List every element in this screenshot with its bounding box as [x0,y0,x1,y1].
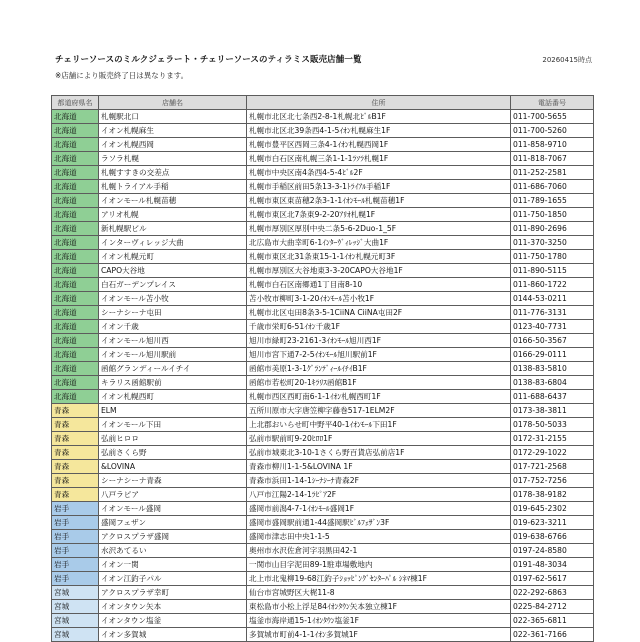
address-cell: 一関市山目字泥田89-1駐車場敷地内 [247,558,511,572]
address-cell: 函館市若松町20-1ｷﾗﾘｽ函館B1F [247,376,511,390]
document-title: チェリーソースのミルクジェラート・チェリーソースのティラミス販売店舗一覧 [55,55,362,65]
column-header-address: 住所 [247,96,511,110]
store-name-cell: シーナシーナ青森 [99,474,247,488]
column-header-phone: 電話番号 [511,96,594,110]
prefecture-cell: 北海道 [52,236,99,250]
address-cell: 札幌市白石区南郷通1丁目南8-10 [247,278,511,292]
address-cell: 弘前市城東北3-10-1さくら野百貨店弘前店1F [247,446,511,460]
store-name-cell: CAPO大谷地 [99,264,247,278]
phone-cell: 011-789-1655 [511,194,594,208]
store-name-cell: 札幌トライアル手稲 [99,180,247,194]
store-name-cell: イオン多賀城 [99,628,247,642]
phone-cell: 011-750-1780 [511,250,594,264]
address-cell: 札幌市中央区南4条西4-5-4ﾋﾞﾙ2F [247,166,511,180]
prefecture-cell: 岩手 [52,558,99,572]
table-row [52,166,594,180]
address-cell: 札幌市豊平区西岡三条4-1ｲｵﾝ札幌西岡1F [247,138,511,152]
store-name-cell: ラソラ札幌 [99,152,247,166]
store-name-cell: イオン一関 [99,558,247,572]
store-name-cell: イオン江釣子パル [99,572,247,586]
address-cell: 旭川市宮下通7-2-5ｲｵﾝﾓｰﾙ旭川駅前1F [247,348,511,362]
phone-cell: 011-858-9710 [511,138,594,152]
prefecture-cell: 岩手 [52,502,99,516]
address-cell: 札幌市東区東苗穂2条3-1-1ｲｵﾝﾓｰﾙ札幌苗穂1F [247,194,511,208]
prefecture-cell: 北海道 [52,208,99,222]
address-cell: 弘前市駅前町9-20ﾋﾛﾛ1F [247,432,511,446]
prefecture-cell: 北海道 [52,194,99,208]
store-name-cell: イオン札幌西町 [99,390,247,404]
prefecture-cell: 北海道 [52,166,99,180]
address-cell: 千歳市栄町6-51ｲｵﾝ千歳1F [247,320,511,334]
prefecture-cell: 北海道 [52,278,99,292]
phone-cell: 017-721-2568 [511,460,594,474]
phone-cell: 022-361-7166 [511,628,594,642]
store-name-cell: インターヴィレッジ大曲 [99,236,247,250]
store-name-cell: イオンモール盛岡 [99,502,247,516]
address-cell: 札幌市東区北7条東9-2-20ｱﾘｵ札幌1F [247,208,511,222]
store-name-cell: アクロスプラザ盛岡 [99,530,247,544]
table-row [52,222,594,236]
phone-cell: 017-752-7256 [511,474,594,488]
address-cell: 多賀城市町前4-1-1ｲｵﾝ多賀城1F [247,628,511,642]
store-name-cell: ELM [99,404,247,418]
prefecture-cell: 北海道 [52,152,99,166]
prefecture-cell: 青森 [52,446,99,460]
prefecture-cell: 岩手 [52,530,99,544]
phone-cell: 011-688-6437 [511,390,594,404]
phone-cell: 022-365-6811 [511,614,594,628]
store-rows [52,110,594,642]
table-row [52,362,594,376]
phone-cell: 0172-29-1022 [511,446,594,460]
phone-cell: 019-623-3211 [511,516,594,530]
store-name-cell: &LOVINA [99,460,247,474]
prefecture-cell: 青森 [52,418,99,432]
prefecture-cell: 北海道 [52,362,99,376]
store-list-table [51,95,594,642]
table-row [52,614,594,628]
address-cell: 仙台市宮城野区大梶11-8 [247,586,511,600]
prefecture-cell: 北海道 [52,390,99,404]
table-row [52,278,594,292]
table-row [52,432,594,446]
table-row [52,236,594,250]
table-row [52,306,594,320]
address-cell: 上北郡おいらせ町中野平40-1ｲｵﾝﾓｰﾙ下田1F [247,418,511,432]
phone-cell: 0197-24-8580 [511,544,594,558]
phone-cell: 011-890-5115 [511,264,594,278]
store-name-cell: イオンモール下田 [99,418,247,432]
address-cell: 奥州市水沢佐倉河字羽黒田42-1 [247,544,511,558]
store-name-cell: イオンモール旭川西 [99,334,247,348]
address-cell: 五所川原市大字唐笠柳字藤巻517-1ELM2F [247,404,511,418]
store-name-cell: アリオ札幌 [99,208,247,222]
prefecture-cell: 北海道 [52,180,99,194]
prefecture-cell: 北海道 [52,110,99,124]
prefecture-cell: 岩手 [52,544,99,558]
store-name-cell: シーナシーナ屯田 [99,306,247,320]
store-name-cell: 札幌すすきの交差点 [99,166,247,180]
as-of-date: 20260415時点 [542,56,592,64]
table-row [52,334,594,348]
phone-cell: 0144-53-0211 [511,292,594,306]
table-row [52,418,594,432]
phone-cell: 022-292-6863 [511,586,594,600]
address-cell: 札幌市厚別区大谷地東3-3-20CAPO大谷地1F [247,264,511,278]
table-row [52,586,594,600]
table-row [52,474,594,488]
store-name-cell: 弘前ヒロロ [99,432,247,446]
phone-cell: 011-370-3250 [511,236,594,250]
store-name-cell: 函館グランディールイチイ [99,362,247,376]
address-cell: 北広島市大曲幸町6-1ｲﾝﾀｰｳﾞｨﾚｯｼﾞ大曲1F [247,236,511,250]
address-cell: 函館市美原1-3-1ｸﾞﾗﾝﾃﾞｨｰﾙｲﾁｲB1F [247,362,511,376]
phone-cell: 0166-50-3567 [511,334,594,348]
address-cell: 旭川市緑町23-2161-3ｲｵﾝﾓｰﾙ旭川西1F [247,334,511,348]
prefecture-cell: 北海道 [52,138,99,152]
address-cell: 盛岡市盛岡駅前通1-44盛岡駅ﾋﾞﾙﾌｪｻﾞﾝ3F [247,516,511,530]
table-row [52,138,594,152]
table-row [52,572,594,586]
phone-cell: 0123-40-7731 [511,320,594,334]
store-name-cell: イオンモール札幌苗穂 [99,194,247,208]
prefecture-cell: 青森 [52,488,99,502]
prefecture-cell: 宮城 [52,600,99,614]
store-name-cell: イオンモール苫小牧 [99,292,247,306]
phone-cell: 011-776-3131 [511,306,594,320]
table-row [52,404,594,418]
phone-cell: 0178-50-5033 [511,418,594,432]
store-name-cell: イオンタウン塩釜 [99,614,247,628]
prefecture-cell: 北海道 [52,348,99,362]
table-row [52,348,594,362]
store-name-cell: イオン札幌西岡 [99,138,247,152]
table-row [52,320,594,334]
table-row [52,530,594,544]
address-cell: 盛岡市津志田中央1-1-5 [247,530,511,544]
phone-cell: 011-700-5260 [511,124,594,138]
column-header-prefecture: 都道府県名 [52,96,99,110]
table-header-row [52,96,594,110]
table-row [52,628,594,642]
phone-cell: 0197-62-5617 [511,572,594,586]
table-row [52,124,594,138]
address-cell: 札幌市東区北31条東15-1-1ｲｵﾝ札幌元町3F [247,250,511,264]
table-row [52,376,594,390]
table-row [52,264,594,278]
address-cell: 札幌市北区北七条西2-8-1札幌北ﾋﾞﾙB1F [247,110,511,124]
table-row [52,194,594,208]
phone-cell: 019-645-2302 [511,502,594,516]
phone-cell: 0191-48-3034 [511,558,594,572]
phone-cell: 0138-83-5810 [511,362,594,376]
prefecture-cell: 北海道 [52,124,99,138]
prefecture-cell: 宮城 [52,586,99,600]
phone-cell: 011-890-2696 [511,222,594,236]
store-name-cell: イオンタウン矢本 [99,600,247,614]
address-cell: 札幌市手稲区前田5条13-3-1ﾄﾗｲｱﾙ手稲1F [247,180,511,194]
table-row [52,110,594,124]
prefecture-cell: 北海道 [52,292,99,306]
phone-cell: 0172-31-2155 [511,432,594,446]
table-row [52,460,594,474]
table-row [52,544,594,558]
phone-cell: 011-686-7060 [511,180,594,194]
address-cell: 札幌市白石区南札幌三条1-1-1ﾗｿﾗ札幌1F [247,152,511,166]
phone-cell: 0178-38-9182 [511,488,594,502]
prefecture-cell: 青森 [52,432,99,446]
store-name-cell: 弘前さくら野 [99,446,247,460]
address-cell: 札幌市北区北39条西4-1-5ｲｵﾝ札幌麻生1F [247,124,511,138]
phone-cell: 011-750-1850 [511,208,594,222]
address-cell: 八戸市江陽2-14-1ﾗﾋﾟｱ2F [247,488,511,502]
prefecture-cell: 岩手 [52,572,99,586]
prefecture-cell: 宮城 [52,628,99,642]
address-cell: 札幌市西区西町南6-1-1ｲｵﾝ札幌西町1F [247,390,511,404]
phone-cell: 019-638-6766 [511,530,594,544]
store-name-cell: イオン千歳 [99,320,247,334]
store-name-cell: キラリス函館駅前 [99,376,247,390]
phone-cell: 0173-38-3811 [511,404,594,418]
phone-cell: 0138-83-6804 [511,376,594,390]
store-name-cell: 水沢あてるい [99,544,247,558]
address-cell: 札幌市厚別区厚別中央二条5-6-2Duo-1_5F [247,222,511,236]
store-name-cell: イオンモール旭川駅前 [99,348,247,362]
table-row [52,516,594,530]
phone-cell: 011-818-7067 [511,152,594,166]
prefecture-cell: 北海道 [52,334,99,348]
store-name-cell: イオン札幌麻生 [99,124,247,138]
prefecture-cell: 北海道 [52,320,99,334]
table-row [52,152,594,166]
table-row [52,558,594,572]
prefecture-cell: 北海道 [52,250,99,264]
store-name-cell: 盛岡フェザン [99,516,247,530]
table-row [52,250,594,264]
table-row [52,600,594,614]
table-row [52,446,594,460]
address-cell: 東松島市小松上浮足84ｲｵﾝﾀｳﾝ矢本独立棟1F [247,600,511,614]
store-name-cell: アクロスプラザ幸町 [99,586,247,600]
table-row [52,488,594,502]
address-cell: 青森市浜田1-14-1ｼｰﾅｼｰﾅ青森2F [247,474,511,488]
store-name-cell: イオン札幌元町 [99,250,247,264]
address-cell: 盛岡市前潟4-7-1ｲｵﾝﾓｰﾙ盛岡1F [247,502,511,516]
table-row [52,208,594,222]
store-name-cell: 新札幌駅ビル [99,222,247,236]
column-header-store-name: 店舗名 [99,96,247,110]
prefecture-cell: 北海道 [52,306,99,320]
prefecture-cell: 青森 [52,460,99,474]
table-row [52,390,594,404]
document-note: ※店舗により販売終了日は異なります。 [55,71,189,80]
phone-cell: 011-860-1722 [511,278,594,292]
table-row [52,502,594,516]
store-name-cell: 八戸ラピア [99,488,247,502]
phone-cell: 011-252-2581 [511,166,594,180]
prefecture-cell: 岩手 [52,516,99,530]
phone-cell: 0166-29-0111 [511,348,594,362]
prefecture-cell: 青森 [52,404,99,418]
table-row [52,180,594,194]
phone-cell: 0225-84-2712 [511,600,594,614]
store-name-cell: 札幌駅北口 [99,110,247,124]
prefecture-cell: 宮城 [52,614,99,628]
store-name-cell: 白石ガーデンプレイス [99,278,247,292]
prefecture-cell: 北海道 [52,222,99,236]
address-cell: 青森市柳川1-1-5&LOVINA 1F [247,460,511,474]
address-cell: 札幌市北区屯田8条3-5-1CiiNA CiiNA屯田2F [247,306,511,320]
table-row [52,292,594,306]
phone-cell: 011-700-5655 [511,110,594,124]
prefecture-cell: 北海道 [52,264,99,278]
prefecture-cell: 北海道 [52,376,99,390]
address-cell: 塩釜市海岸通15-1ｲｵﾝﾀｳﾝ塩釜1F [247,614,511,628]
address-cell: 北上市北鬼柳19-68江釣子ｼｮｯﾋﾟﾝｸﾞｾﾝﾀｰﾊﾟﾙ ｼﾈﾏ棟1F [247,572,511,586]
address-cell: 苫小牧市柳町3-1-20ｲｵﾝﾓｰﾙ苫小牧1F [247,292,511,306]
prefecture-cell: 青森 [52,474,99,488]
